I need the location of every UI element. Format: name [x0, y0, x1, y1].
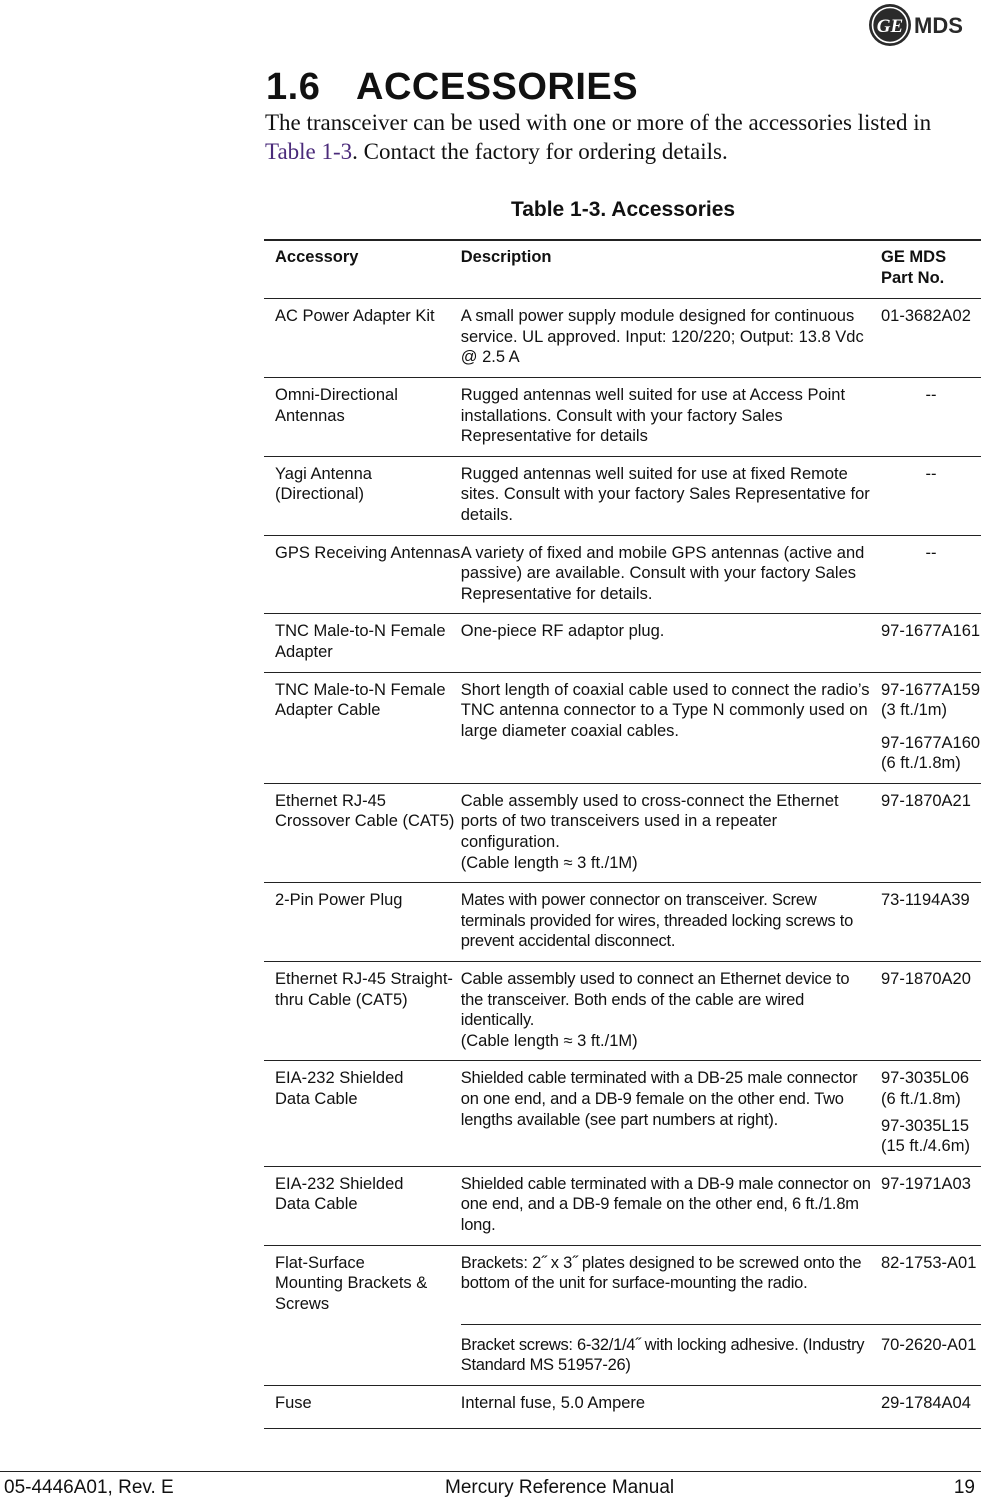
table-row	[264, 883, 981, 962]
footer-doc-number: 05-4446A01, Rev. E	[4, 1477, 174, 1498]
table-row	[264, 377, 981, 456]
part-number-cell: 73-1194A39	[881, 891, 970, 910]
table-row	[264, 535, 981, 614]
part-number-cell	[881, 535, 981, 614]
description-cell: Rugged antennas well suited for use at fixed Remote sites. Consult with your factory Sales Representative for details.	[460, 464, 870, 524]
accessory-cell: EIA-232 Shielded Data Cable	[275, 1174, 404, 1214]
table-row	[264, 456, 981, 535]
accessory-cell: Fuse	[275, 1393, 312, 1412]
part-number-value-2: 97-1677A160	[881, 733, 981, 752]
part-number-note-2: (6 ft./1.8m)	[881, 754, 961, 773]
part-number-value: --	[925, 543, 937, 562]
accessory-cell: AC Power Adapter Kit	[275, 307, 435, 326]
accessory-cell: Omni-Directional Antennas	[275, 385, 398, 425]
accessories-table	[264, 239, 981, 1429]
description-text: Cable assembly used to connect an Ethernet device to the transceiver. Both ends of the cable are wired identically.	[460, 970, 850, 1030]
part-number-note: (3 ft./1m)	[881, 701, 948, 720]
accessory-cell: Flat-Surface Mounting Brackets & Screws	[275, 1253, 428, 1313]
description-note: (Cable length ≈ 3 ft./1M)	[460, 1031, 638, 1050]
table-row	[264, 672, 981, 783]
table-header-row	[264, 240, 981, 299]
header-description: Description	[460, 248, 552, 266]
table-row	[264, 1061, 981, 1166]
description-cell: Shielded cable terminated with a DB-25 male connector on one end, and a DB-9 female on the other end. Two lengths available (see part numbers at right).	[460, 1069, 858, 1129]
intro-text-2: . Contact the factory for ordering details.	[352, 139, 728, 164]
table-row	[264, 1385, 981, 1428]
part-number-cell: 97-1870A20	[881, 970, 971, 989]
header-part-no-line2: Part No.	[881, 268, 945, 287]
accessory-cell: EIA-232 Shielded Data Cable	[275, 1069, 404, 1108]
description-cell: Bracket screws: 6-32/1/4˝ with locking adhesive. (Industry Standard MS 51957-26)	[461, 1324, 881, 1385]
part-number-value: --	[925, 464, 937, 483]
part-number-value: 97-1677A159	[881, 680, 981, 699]
accessory-cell: Yagi Antenna (Directional)	[275, 464, 372, 504]
footer-page-number: 19	[953, 1477, 975, 1498]
part-number-value: --	[925, 385, 937, 404]
description-cell: Brackets: 2˝ x 3˝ plates designed to be screwed onto the bottom of the unit for surface-mounting the radio.	[460, 1253, 862, 1293]
table-row	[264, 962, 981, 1061]
footer-rule	[0, 1471, 981, 1472]
description-cell	[461, 783, 881, 882]
part-number-cell	[881, 377, 981, 456]
part-number-cell	[881, 456, 981, 535]
section-title: ACCESSORIES	[356, 66, 639, 108]
description-cell: Internal fuse, 5.0 Ampere	[460, 1393, 646, 1412]
part-number-cell: 97-1677A161	[881, 622, 981, 641]
part-number-note-2: (15 ft./4.6m)	[881, 1137, 970, 1156]
accessory-cell: TNC Male-to-N Female Adapter Cable	[275, 680, 446, 720]
part-number-cell: 70-2620-A01	[881, 1324, 981, 1385]
table-row	[264, 1245, 981, 1324]
part-number-note: (6 ft./1.8m)	[881, 1090, 961, 1108]
header-part-no	[881, 240, 981, 299]
table-cross-reference-link[interactable]: Table 1-3	[265, 139, 353, 164]
footer-manual-title: Mercury Reference Manual	[445, 1477, 675, 1498]
header-accessory: Accessory	[275, 248, 359, 266]
accessory-cell: Ethernet RJ-45 Straight-thru Cable (CAT5)	[275, 970, 453, 1009]
part-number-cell: 82-1753-A01	[881, 1253, 977, 1272]
description-note: (Cable length ≈ 3 ft./1M)	[460, 853, 638, 872]
description-cell: A variety of fixed and mobile GPS antennas (active and passive) are available. Consult with your factory Sales Representative for details.	[460, 543, 865, 603]
part-number-cell	[881, 1061, 981, 1166]
intro-paragraph	[265, 108, 981, 166]
table-row	[264, 614, 981, 672]
accessory-cell: 2-Pin Power Plug	[275, 891, 403, 910]
table-row	[264, 783, 981, 882]
logo-brand: MDS	[914, 13, 963, 38]
table-row	[264, 299, 981, 378]
part-number-cell: 97-1971A03	[881, 1174, 971, 1193]
part-number-value: 97-3035L06	[881, 1069, 970, 1088]
part-number-cell: 01-3682A02	[881, 307, 971, 326]
description-cell: Mates with power connector on transceiver. Screw terminals provided for wires, threaded locking screws to prevent accidental disconnect.	[460, 891, 853, 951]
description-cell: Shielded cable terminated with a DB-9 male connector on one end, and a DB-9 female on the other end, 6 ft./1.8m long.	[460, 1174, 871, 1234]
description-cell: Rugged antennas well suited for use at Access Point installations. Consult with your factory Sales Representative for details	[460, 385, 846, 446]
part-number-cell: 29-1784A04	[881, 1393, 971, 1412]
description-cell: One-piece RF adaptor plug.	[460, 622, 665, 641]
accessory-cell: Ethernet RJ-45 Crossover Cable (CAT5)	[275, 791, 455, 831]
accessory-cell: GPS Receiving Antennas	[275, 543, 461, 562]
table-row	[264, 1166, 981, 1245]
description-cell: Short length of coaxial cable used to connect the radio’s TNC antenna connector to a Type N commonly used on large diameter coaxial cables.	[460, 680, 870, 740]
description-cell	[461, 962, 881, 1061]
part-number-cell: 97-1870A21	[881, 791, 971, 810]
ge-mds-logo	[866, 0, 976, 54]
header-part-no-line1: GE MDS	[881, 248, 947, 266]
part-number-value-2: 97-3035L15	[881, 1116, 970, 1135]
part-number-cell	[881, 672, 981, 783]
description-text: Cable assembly used to cross-connect the Ethernet ports of two transceivers used in a repeater configuration.	[460, 791, 839, 852]
section-number: 1.6	[266, 66, 321, 108]
accessory-cell: TNC Male-to-N Female Adapter	[275, 622, 446, 661]
logo-emblem: GE	[876, 16, 904, 37]
description-cell: A small power supply module designed for continuous service. UL approved. Input: 120/220; Output: 13.8 Vdc @ 2.5 A	[460, 307, 864, 367]
table-caption: Table 1-3. Accessories	[510, 198, 736, 221]
section-heading	[266, 66, 638, 109]
intro-text-1: The transceiver can be used with one or more of the accessories listed in	[265, 110, 932, 135]
